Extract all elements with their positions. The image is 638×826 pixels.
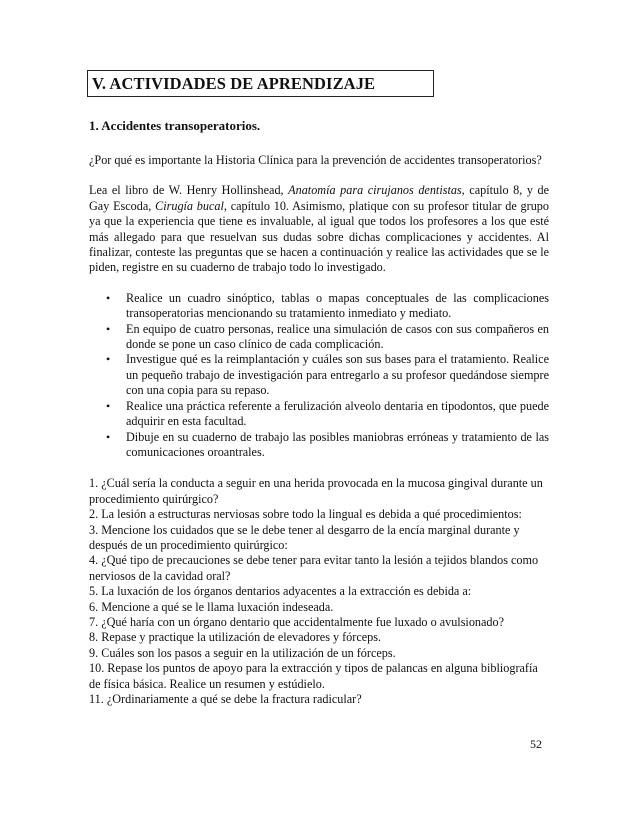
question-item: 2. La lesión a estructuras nerviosas sobre todo la lingual es debida a qué procedimientos:: [89, 507, 522, 522]
bullet-icon: •: [106, 321, 111, 336]
list-item: • Realice un cuadro sinóptico, tablas o mapas conceptuales de las complicaciones transoperatorias mencionando su tratamiento inmediato y mediato.: [106, 290, 549, 321]
list-item: • Realice una práctica referente a ferulización alveolo dentaria en tipodontos, que puede adquirir en esta facultad.: [106, 398, 549, 429]
question-item: 1. ¿Cuál sería la conducta a seguir en una herida provocada en la mucosa gingival durante un procedimiento quirúrgico?: [89, 476, 543, 506]
document-page: [89, 70, 549, 707]
question-item: 7. ¿Qué haría con un órgano dentario que accidentalmente fue luxado o avulsionado?: [89, 614, 505, 629]
bullet-icon: •: [106, 398, 111, 413]
question-item: 6. Mencione a qué se le llama luxación indeseada.: [89, 599, 334, 614]
section-heading: 1. Accidentes transoperatorios.: [89, 118, 261, 133]
questions-list: [89, 476, 549, 707]
reading-text-3: , capítulo 10. Asimismo, platique con su profesor titular de grupo ya que la experiencia que tiene es invaluable, al igual que todos los profesores a los que esté más allegado para que resuelvan sus dudas sobre dichas complicaciones y accidentes. Al finalizar, conteste las preguntas que se hacen a continuación y realice las actividades que se le piden, registre en su cuaderno de trabajo todo lo investigado.: [89, 198, 549, 275]
list-item: • Investigue qué es la reimplantación y cuáles son sus bases para el tratamiento. Realice un pequeño trabajo de investigación para entregarlo a su profesor quedándose siempre con una copia para su repaso.: [106, 352, 549, 398]
intro-question: ¿Por qué es importante la Historia Clínica para la prevención de accidentes transoperatorios?: [89, 153, 542, 167]
question-item: 4. ¿Qué tipo de precauciones se debe tener para evitar tanto la lesión a tejidos blandos como nerviosos de la cavidad oral?: [89, 553, 539, 583]
question-item: 10. Repase los puntos de apoyo para la extracción y tipos de palancas en alguna bibliografía de física básica. Realice un resumen y estúdielo.: [89, 661, 538, 691]
question-item: 3. Mencione los cuidados que se le debe tener al desgarro de la encía marginal durante y después de un procedimiento quirúrgico:: [89, 522, 520, 552]
question-item: 11. ¿Ordinariamente a qué se debe la fractura radicular?: [89, 692, 362, 706]
bullet-icon: •: [106, 290, 111, 305]
page-number: 52: [530, 737, 542, 751]
question-item: 9. Cuáles son los pasos a seguir en la utilización de un fórceps.: [89, 645, 396, 660]
reading-text-2: , capítulo 8, y de Gay Escoda,: [89, 183, 549, 213]
reading-text-1: Lea el libro de W. Henry Hollinshead,: [89, 183, 289, 198]
page-title: V. ACTIVIDADES DE APRENDIZAJE: [87, 70, 434, 97]
reading-paragraph: [89, 183, 549, 275]
list-item: • En equipo de cuatro personas, realice una simulación de casos con sus compañeros en donde se pone un caso clínico de cada complicación.: [106, 321, 549, 352]
question-item: 8. Repase y practique la utilización de elevadores y fórceps.: [89, 630, 382, 645]
question-item: 5. La luxación de los órganos dentarios adyacentes a la extracción es debida a:: [89, 584, 472, 599]
activities-list: [89, 291, 549, 460]
list-item: • Dibuje en su cuaderno de trabajo las posibles maniobras erróneas y tratamiento de las comunicaciones oroantrales.: [106, 429, 549, 459]
book-title-hollinshead: Anatomía para cirujanos dentistas: [288, 183, 462, 198]
bullet-icon: •: [106, 352, 111, 367]
bullet-icon: •: [106, 429, 111, 444]
book-title-gay-escoda: Cirugía bucal: [155, 198, 224, 213]
